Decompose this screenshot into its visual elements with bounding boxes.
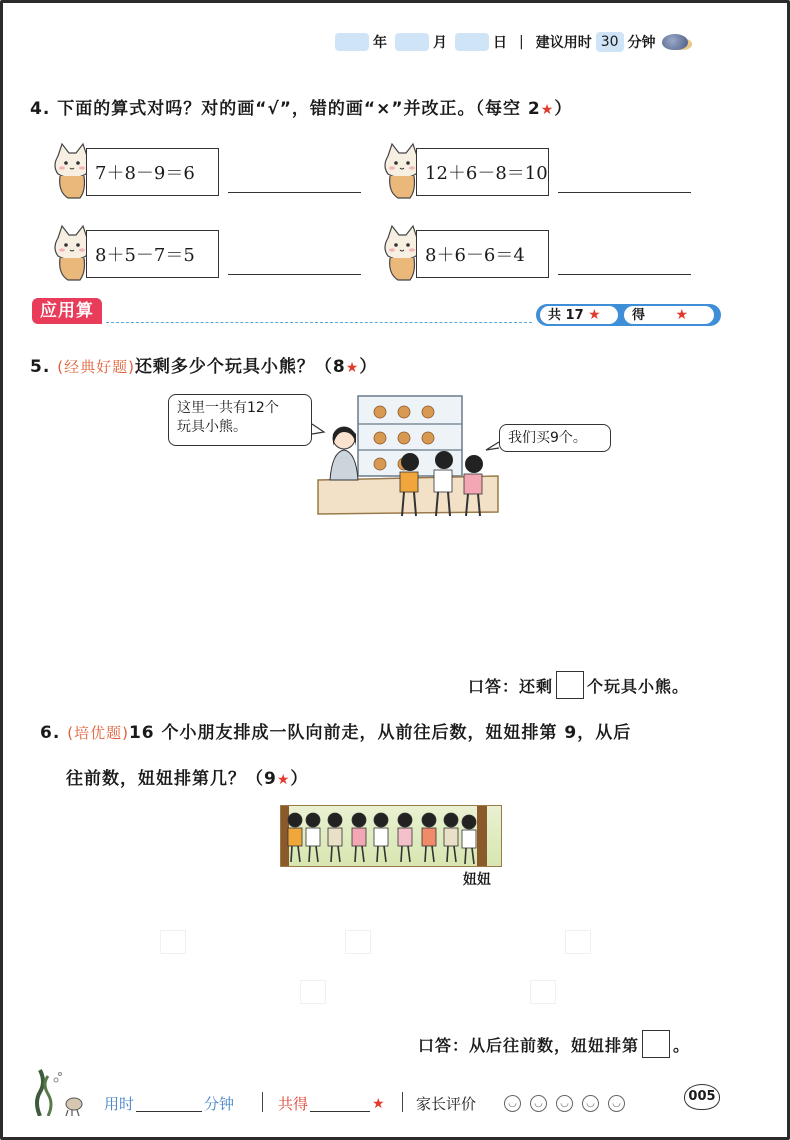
- star-icon: ★: [588, 307, 601, 323]
- total-score: [278, 1093, 385, 1114]
- parent-evaluation: [416, 1093, 476, 1114]
- equation-box: 12＋6－8＝10: [416, 148, 549, 196]
- children-queue-icon: [281, 806, 502, 867]
- q4-title: [30, 94, 572, 119]
- q5-text: 还剩多少个玩具小熊？（8: [134, 357, 346, 377]
- day-label: 日: [493, 35, 507, 51]
- month-input-box[interactable]: [395, 33, 429, 51]
- q5-number: 5.: [30, 357, 51, 377]
- smiley-icon[interactable]: ◡: [530, 1095, 547, 1112]
- footer: [0, 1090, 790, 1120]
- star-icon: ★: [372, 1095, 385, 1112]
- parent-evaluation-label: 家长评价: [416, 1095, 477, 1113]
- footer-divider: [262, 1092, 263, 1112]
- score-label: 得: [632, 308, 646, 323]
- star-icon: ★: [675, 307, 689, 323]
- suggest-time-label: 建议用时: [535, 35, 592, 51]
- faint-mark: [530, 980, 556, 1004]
- equation-box: 8＋6－6＝4: [416, 230, 549, 278]
- smiley-icon[interactable]: ◡: [608, 1095, 625, 1112]
- header-separator: |: [519, 34, 524, 50]
- speech-bubble-kids: 我们买9个。: [499, 424, 611, 452]
- q6-line2: 往前数，妞妞排第几？（9: [66, 769, 277, 789]
- q5-answer: [468, 671, 689, 699]
- q6-tag: (培优题): [67, 724, 129, 742]
- q5-answer-suffix: 个玩具小熊。: [587, 676, 690, 696]
- faint-mark: [300, 980, 326, 1004]
- time-used-label: 用时: [104, 1095, 135, 1113]
- q6-number: 6.: [40, 723, 61, 743]
- year-label: 年: [373, 35, 387, 51]
- section-badge: 应用算: [32, 298, 102, 324]
- q6-answer-suffix: 。: [673, 1035, 691, 1055]
- faint-mark: [160, 930, 186, 954]
- faint-mark: [345, 930, 371, 954]
- month-label: 月: [433, 35, 447, 51]
- correction-line[interactable]: [228, 274, 361, 275]
- equation-box: 7＋8－9＝6: [86, 148, 219, 196]
- smiley-icon[interactable]: ◡: [556, 1095, 573, 1112]
- suggest-time-value: 30: [596, 32, 624, 52]
- smiley-icon[interactable]: ◡: [504, 1095, 521, 1112]
- day-input-box[interactable]: [455, 33, 489, 51]
- star-icon: ★: [345, 360, 360, 376]
- q5-tag: (经典好题): [57, 358, 135, 376]
- correction-line[interactable]: [558, 192, 691, 193]
- q5-answer-box[interactable]: [556, 671, 584, 699]
- shop-scene-icon: [168, 388, 628, 523]
- q5-text-end: ）: [359, 357, 378, 377]
- equation-box: 8＋5－7＝5: [86, 230, 219, 278]
- q4-number: 4.: [30, 99, 51, 119]
- footer-divider: [402, 1092, 403, 1112]
- time-used-unit: 分钟: [204, 1095, 235, 1113]
- time-used-blank[interactable]: [136, 1096, 202, 1112]
- toy-shop-illustration: [168, 388, 628, 523]
- score-bar: [536, 304, 721, 326]
- star-icon: ★: [276, 772, 291, 788]
- q5-answer-prefix: 口答：还剩: [468, 676, 554, 696]
- page-number: 005: [684, 1084, 720, 1110]
- q4-text: 下面的算式对吗？对的画“√”，错的画“×”并改正。（每空 2: [57, 99, 541, 119]
- total-score-label: 共得: [278, 1095, 309, 1113]
- q6-answer-prefix: 口答：从后往前数，妞妞排第: [418, 1035, 640, 1055]
- pebble-icon: [662, 34, 688, 50]
- suggest-time-unit: 分钟: [627, 35, 656, 51]
- total-stars-pill: [540, 306, 618, 324]
- star-icon: ★: [540, 102, 555, 118]
- faint-mark: [565, 930, 591, 954]
- header: [335, 30, 688, 54]
- q6-line1: 16 个小朋友排成一队向前走，从前往后数，妞妞排第 9，从后: [128, 723, 632, 743]
- niuniu-label: 妞妞: [463, 872, 491, 888]
- q6-line2-end: ）: [290, 769, 309, 789]
- total-stars-label: 共 17: [548, 308, 584, 323]
- q6-answer-box[interactable]: [642, 1030, 670, 1058]
- correction-line[interactable]: [228, 192, 361, 193]
- year-input-box[interactable]: [335, 33, 369, 51]
- q6-title-line2: [66, 764, 308, 789]
- q4-text-end: ）: [554, 99, 573, 119]
- children-queue-illustration: [280, 805, 502, 867]
- score-pill[interactable]: [624, 306, 714, 324]
- smiley-rating: [504, 1095, 634, 1112]
- total-score-blank[interactable]: [310, 1096, 370, 1112]
- correction-line[interactable]: [558, 274, 691, 275]
- bubble-text-line: 玩具小熊。: [177, 419, 247, 435]
- section-divider: [106, 322, 532, 323]
- bubble-text-line: 这里一共有12个: [177, 400, 279, 416]
- smiley-icon[interactable]: ◡: [582, 1095, 599, 1112]
- q5-title: [30, 352, 377, 377]
- q6-title: [40, 718, 631, 743]
- time-used: [104, 1093, 234, 1114]
- q6-answer: [418, 1030, 690, 1058]
